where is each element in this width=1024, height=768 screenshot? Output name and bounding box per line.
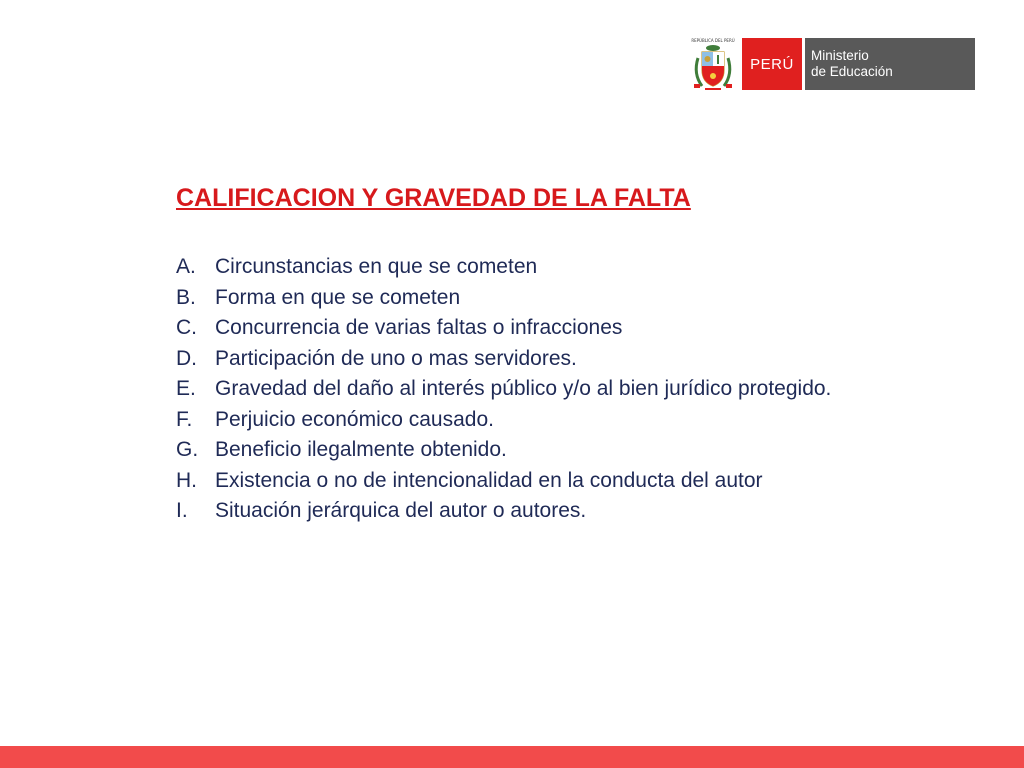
item-text: Situación jerárquica del autor o autores. [215, 499, 587, 522]
country-label-text: PERÚ [750, 55, 794, 73]
item-letter: F. [176, 407, 193, 431]
item-text: Beneficio ilegalmente obtenido. [215, 438, 507, 461]
ministry-logo [690, 36, 975, 92]
ministry-line-1: Ministerio [811, 48, 869, 63]
item-letter: E. [176, 377, 196, 400]
list-item [176, 405, 856, 436]
coat-of-arms-icon [690, 36, 736, 92]
list-item [176, 374, 856, 405]
item-letter: I. [176, 499, 188, 522]
item-letter: C. [176, 316, 197, 339]
item-letter: H. [176, 468, 197, 492]
item-letter: A. [176, 255, 196, 278]
list-item [176, 466, 856, 497]
item-text: Participación de uno o mas servidores. [215, 346, 577, 370]
item-letter: B. [176, 285, 196, 309]
country-label [742, 38, 802, 90]
item-text: Concurrencia de varias faltas o infracciones [215, 316, 623, 339]
list-item [176, 344, 856, 375]
ministry-line-2: de Educación [811, 64, 893, 79]
item-text: Existencia o no de intencionalidad en la conducta del autor [215, 468, 763, 492]
item-text: Perjuicio económico causado. [215, 407, 494, 431]
item-text: Forma en que se cometen [215, 285, 461, 309]
list-item [176, 435, 856, 466]
emblem-text: REPÚBLICA DEL PERÚ [691, 38, 735, 43]
item-text: Gravedad del daño al interés público y/o al bien jurídico protegido. [215, 377, 832, 400]
item-letter: D. [176, 346, 197, 370]
list-item [176, 252, 856, 283]
item-text: Circunstancias en que se cometen [215, 255, 538, 278]
list-item [176, 496, 856, 527]
item-letter: G. [176, 438, 199, 461]
ministry-name [805, 38, 975, 90]
list-item [176, 313, 856, 344]
slide-title: CALIFICACION Y GRAVEDAD DE LA FALTA [176, 184, 691, 212]
bottom-accent-bar [0, 746, 1024, 768]
factor-list [176, 252, 856, 527]
list-item [176, 283, 856, 314]
